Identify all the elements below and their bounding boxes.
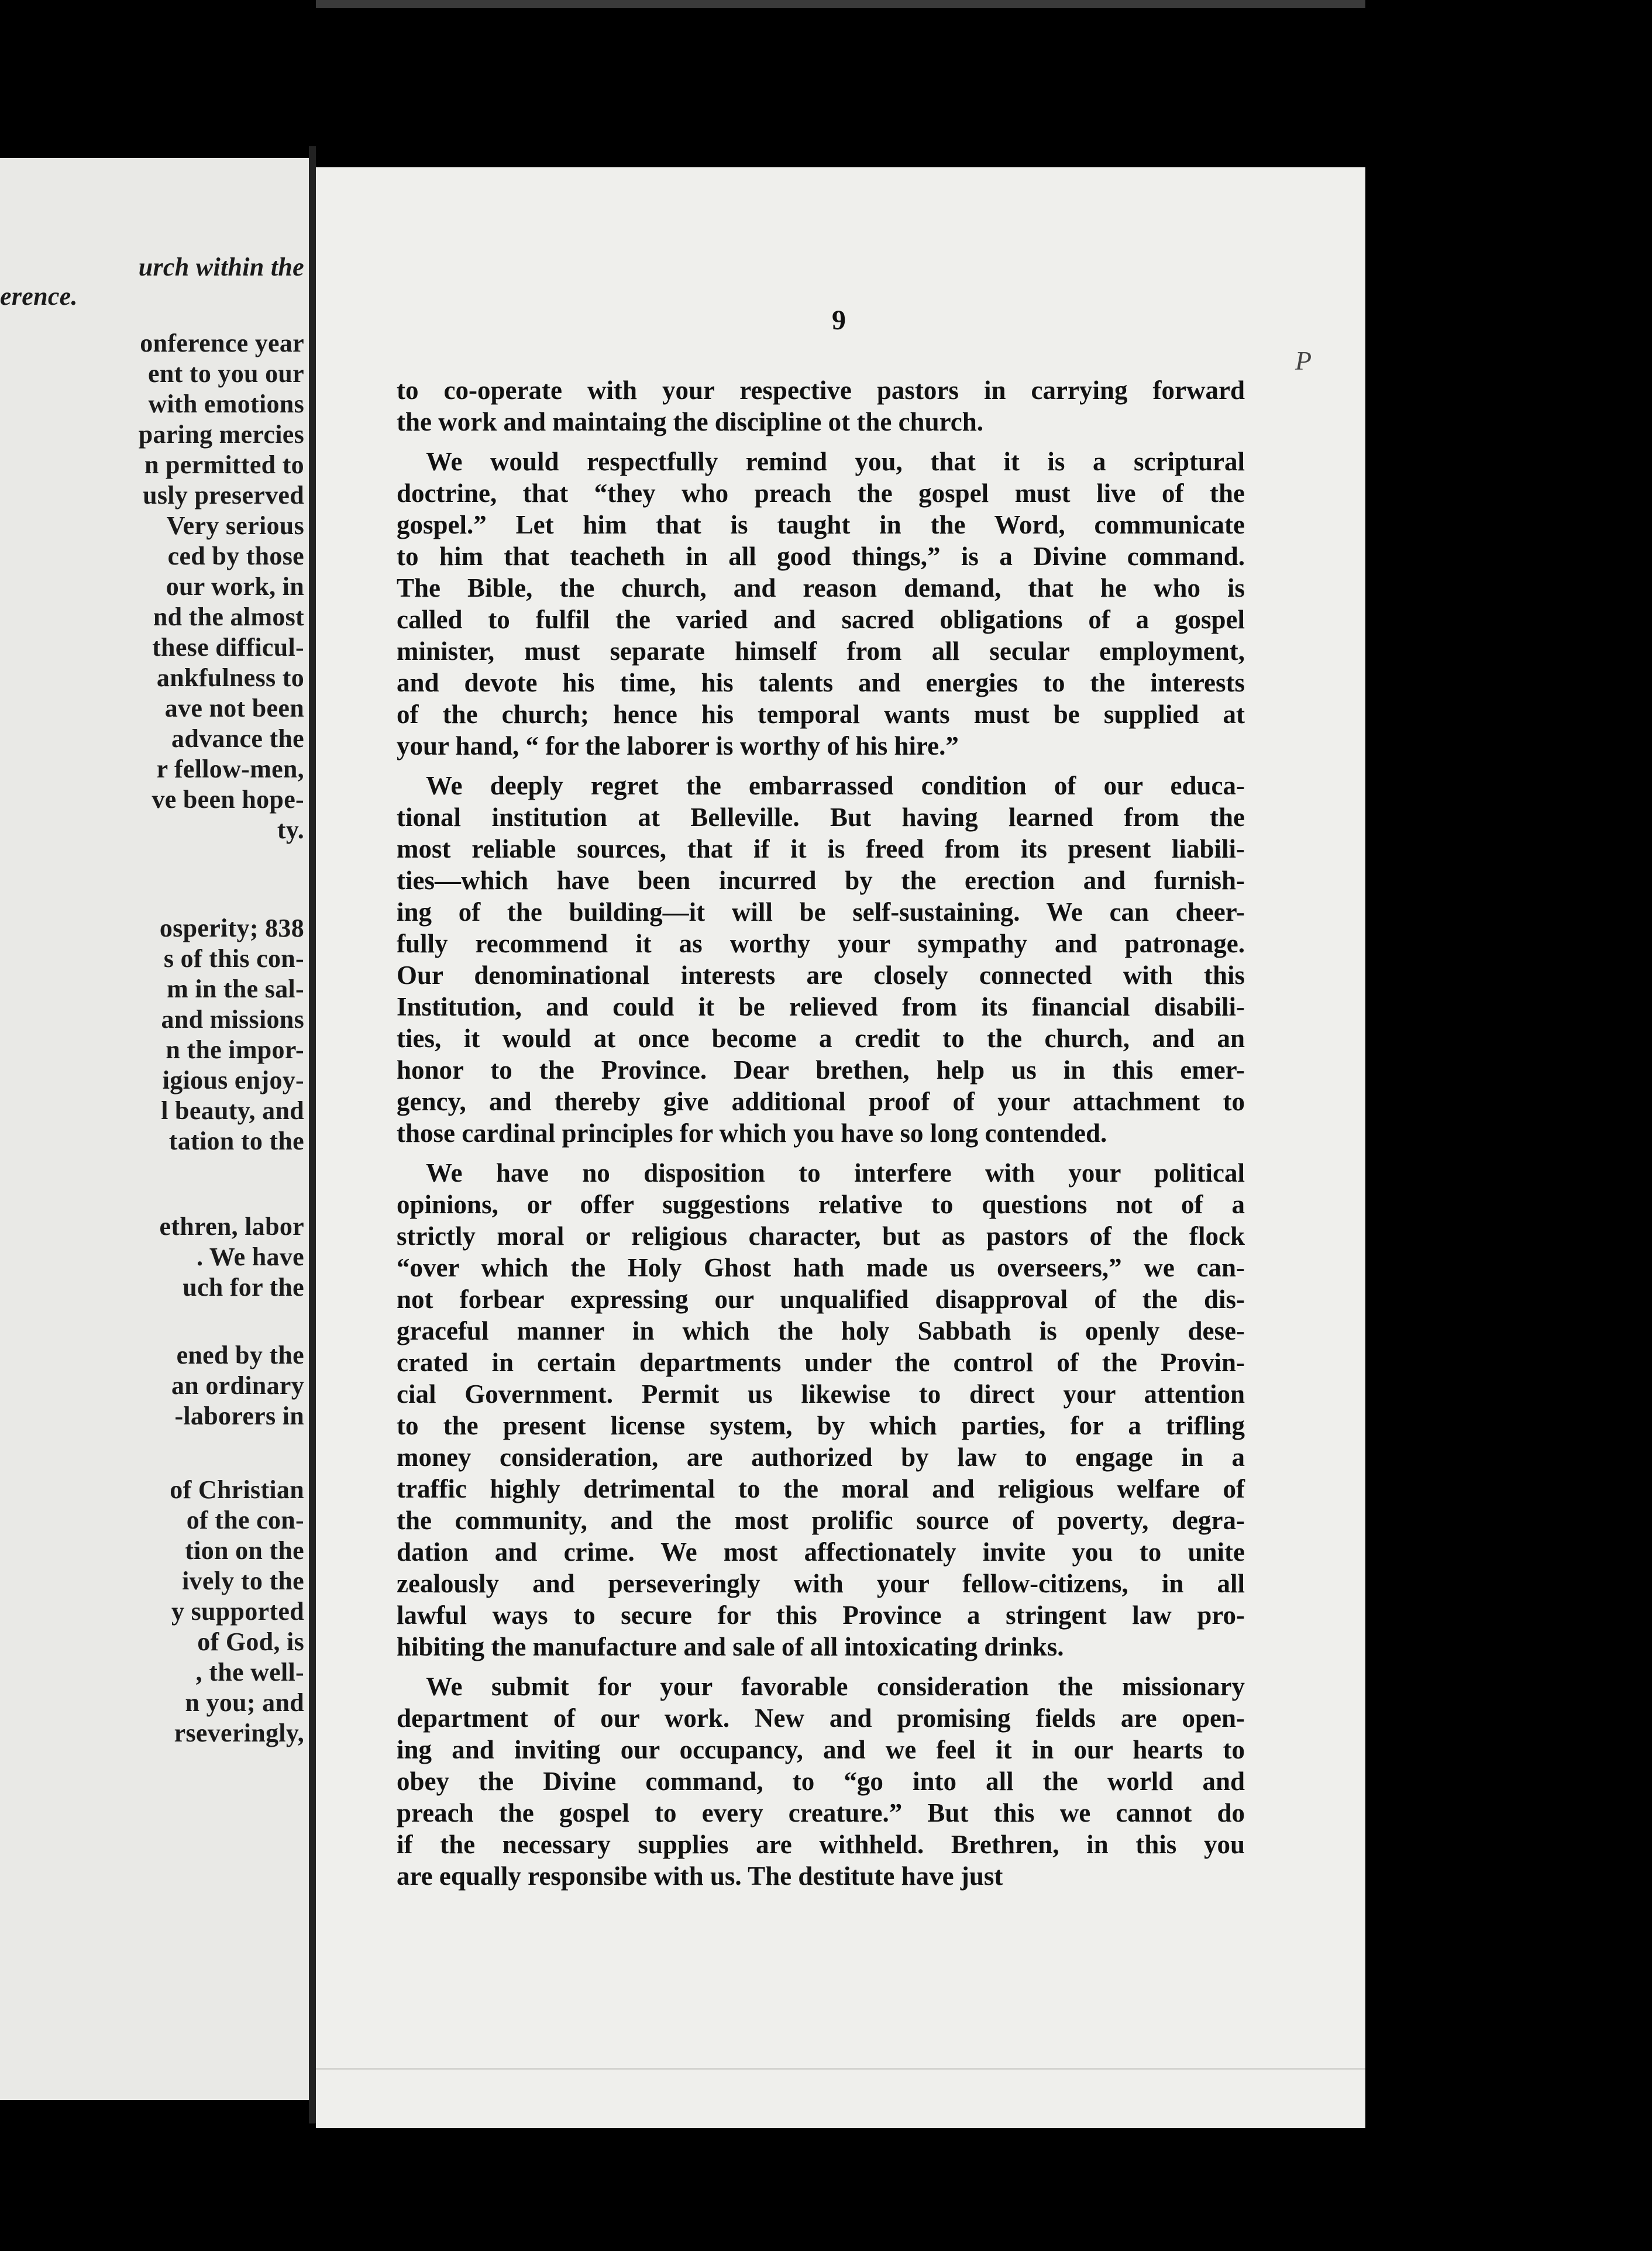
text-line: to co-operate with your respective pastors in carrying forward: [397, 376, 1245, 405]
previous-page-line: urch within the: [138, 253, 304, 281]
text-line: called to fulfil the varied and sacred obligations of a gospel: [397, 605, 1245, 634]
paragraph: [397, 1157, 1245, 1663]
margin-handwritten-mark: P: [1295, 346, 1312, 376]
previous-page-line: of God, is: [197, 1627, 304, 1656]
text-line: The Bible, the church, and reason demand, that he who is: [397, 573, 1245, 603]
previous-page-line: ve been hope-: [152, 785, 304, 814]
previous-page-line: s of this con-: [163, 944, 304, 973]
previous-page-line: rseveringly,: [174, 1719, 304, 1747]
text-line: We would respectfully remind you, that it is a scriptural: [426, 447, 1245, 476]
text-line: those cardinal principles for which you have so long contended.: [397, 1118, 1107, 1148]
previous-page-line: of the con-: [186, 1506, 304, 1534]
text-line: obey the Divine command, to “go into all the world and: [397, 1767, 1245, 1796]
text-line: the work and maintaing the discipline ot the church.: [397, 407, 984, 436]
previous-page-line: ankfulness to: [156, 663, 304, 692]
text-line: doctrine, that “they who preach the gospel must live of the: [397, 479, 1245, 508]
text-line: zealously and perseveringly with your fellow-citizens, in all: [397, 1569, 1245, 1598]
text-line: and devote his time, his talents and energies to the interests: [397, 668, 1245, 697]
previous-page-fragment: [0, 158, 309, 2100]
previous-page-line: n permitted to: [144, 450, 304, 479]
previous-page-line: n the impor-: [166, 1035, 304, 1064]
previous-page-line: ave not been: [164, 694, 304, 722]
page-number: 9: [832, 305, 846, 336]
previous-page-line: erence.: [0, 282, 78, 311]
text-line: to the present license system, by which parties, for a trifling: [397, 1411, 1245, 1440]
text-line: department of our work. New and promising fields are open-: [397, 1703, 1245, 1733]
previous-page-line: and missions: [161, 1005, 304, 1034]
text-line: preach the gospel to every creature.” But this we cannot do: [397, 1798, 1245, 1827]
previous-page-line: onference year: [140, 329, 304, 357]
text-line: minister, must separate himself from all secular employment,: [397, 636, 1245, 666]
text-line: fully recommend it as worthy your sympathy and patronage.: [397, 929, 1245, 958]
previous-page-line: usly preserved: [143, 481, 304, 510]
text-line: if the necessary supplies are withheld. Brethren, in this you: [397, 1830, 1245, 1859]
paragraph: [397, 446, 1245, 762]
text-line: honor to the Province. Dear brethen, help us in this emer-: [397, 1055, 1245, 1085]
previous-page-line: m in the sal-: [167, 975, 304, 1003]
paragraph: [397, 374, 1245, 438]
previous-page-line: with emotions: [148, 390, 304, 418]
text-line: to him that teacheth in all good things,” is a Divine command.: [397, 542, 1245, 571]
previous-page-line: tion on the: [185, 1536, 304, 1565]
paragraph: [397, 1671, 1245, 1892]
previous-page-line: ively to the: [182, 1567, 304, 1595]
text-line: gency, and thereby give additional proof of your attachment to: [397, 1087, 1245, 1116]
text-line: ties—which have been incurred by the erection and furnish-: [397, 866, 1245, 895]
body-text: [397, 374, 1245, 1892]
previous-page-line: , the well-: [195, 1658, 304, 1686]
text-line: tional institution at Belleville. But having learned from the: [397, 803, 1245, 832]
previous-page-line: Very serious: [166, 511, 304, 540]
page-gutter: [309, 146, 316, 2123]
previous-page-line: ty.: [277, 815, 304, 844]
previous-page-line: osperity; 838: [159, 914, 304, 942]
text-line: strictly moral or religious character, but as pastors of the flock: [397, 1221, 1245, 1251]
previous-page-line: igious enjoy-: [162, 1066, 304, 1094]
text-line: traffic highly detrimental to the moral and religious welfare of: [397, 1474, 1245, 1503]
previous-page-line: r fellow-men,: [156, 755, 304, 783]
previous-page-line: tation to the: [168, 1127, 304, 1155]
text-line: of the church; hence his temporal wants must be supplied at: [397, 700, 1245, 729]
previous-page-line: ent to you our: [148, 359, 304, 388]
text-line: your hand, “ for the laborer is worthy of his hire.”: [397, 731, 959, 760]
previous-page-line: these difficul-: [152, 633, 304, 662]
previous-page-line: n you; and: [185, 1688, 304, 1717]
text-line: crated in certain departments under the control of the Provin-: [397, 1348, 1245, 1377]
previous-page-line: l beauty, and: [161, 1096, 304, 1125]
text-line: Institution, and could it be relieved from its financial disabili-: [397, 992, 1245, 1021]
paragraph: [397, 770, 1245, 1149]
text-line: the community, and the most prolific source of poverty, degra-: [397, 1506, 1245, 1535]
previous-page-line: ced by those: [167, 542, 304, 570]
previous-page-line: advance the: [171, 724, 304, 753]
previous-page-line: ened by the: [176, 1341, 304, 1369]
text-line: “over which the Holy Ghost hath made us overseers,” we can-: [397, 1253, 1245, 1282]
text-line: Our denominational interests are closely connected with this: [397, 961, 1245, 990]
text-line: money consideration, are authorized by law to engage in a: [397, 1443, 1245, 1472]
previous-page-line: ethren, labor: [159, 1212, 304, 1241]
text-line: ing of the building—it will be self-sustaining. We can cheer-: [397, 897, 1245, 927]
previous-page-line: paring mercies: [138, 420, 304, 449]
previous-page-line: nd the almost: [153, 603, 304, 631]
previous-page-line: -laborers in: [174, 1402, 304, 1430]
page-top-shadow: [316, 0, 1365, 8]
text-line: dation and crime. We most affectionately invite you to unite: [397, 1537, 1245, 1567]
text-line: We submit for your favorable consideration the missionary: [426, 1672, 1245, 1701]
text-line: graceful manner in which the holy Sabbath is openly dese-: [397, 1316, 1245, 1345]
text-line: are equally responsibe with us. The destitute have just: [397, 1861, 1003, 1891]
text-line: cial Government. Permit us likewise to direct your attention: [397, 1379, 1245, 1409]
page-bottom-edge: [316, 2068, 1365, 2070]
text-line: ties, it would at once become a credit to the church, and an: [397, 1024, 1245, 1053]
text-line: We deeply regret the embarrassed condition of our educa-: [426, 771, 1245, 800]
text-line: gospel.” Let him that is taught in the Word, communicate: [397, 510, 1245, 539]
text-line: most reliable sources, that if it is freed from its present liabili-: [397, 834, 1245, 863]
previous-page-line: of Christian: [170, 1475, 304, 1504]
text-line: We have no disposition to interfere with your political: [426, 1158, 1245, 1188]
previous-page-line: an ordinary: [171, 1371, 304, 1400]
previous-page-line: uch for the: [183, 1273, 304, 1302]
previous-page-line: y supported: [171, 1597, 304, 1626]
previous-page-line: . We have: [196, 1242, 304, 1271]
previous-page-line: our work, in: [166, 572, 304, 601]
text-line: not forbear expressing our unqualified disapproval of the dis-: [397, 1285, 1245, 1314]
text-line: opinions, or offer suggestions relative to questions not of a: [397, 1190, 1245, 1219]
text-line: lawful ways to secure for this Province a stringent law pro-: [397, 1601, 1245, 1630]
text-line: hibiting the manufacture and sale of all intoxicating drinks.: [397, 1632, 1064, 1661]
text-line: ing and inviting our occupancy, and we feel it in our hearts to: [397, 1735, 1245, 1764]
